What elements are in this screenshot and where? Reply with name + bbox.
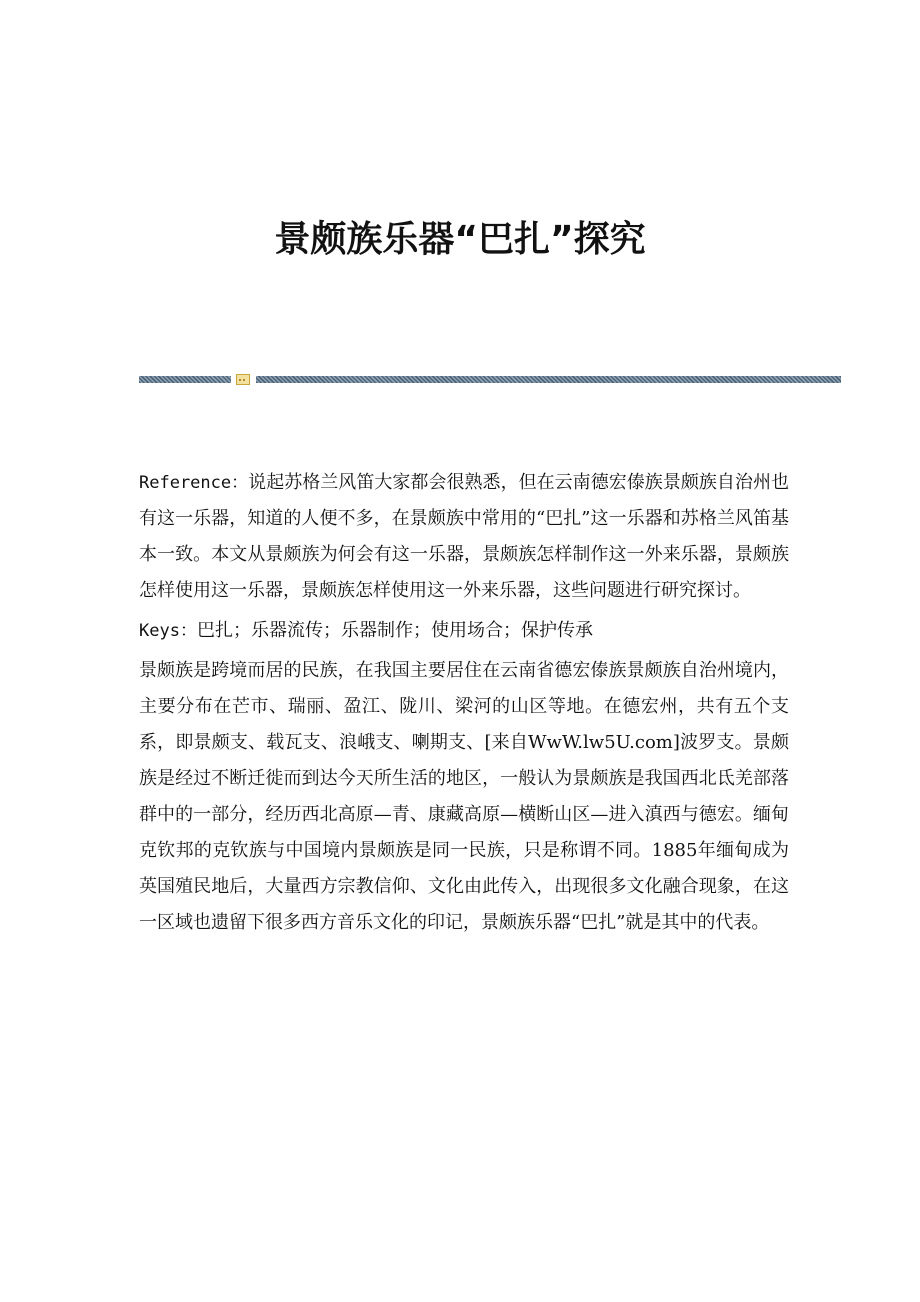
divider-bar-right <box>256 376 841 383</box>
document-body <box>139 465 789 945</box>
title-divider <box>139 374 841 386</box>
keys-label: Keys： <box>139 621 197 641</box>
ornament-icon <box>236 374 250 385</box>
reference-text: 说起苏格兰风笛大家都会很熟悉，但在云南德宏傣族景颇族自治州也有这一乐器，知道的人便不多，在景颇族中常用的“巴扎”这一乐器和苏格兰风笛基本一致。本文从景颇族为何会有这一乐器，景颇族怎样制作这一外来乐器，景颇族怎样使用这一乐器，景颇族怎样使用这一外来乐器，这些问题进行研究探讨。 <box>139 472 789 601</box>
keys-paragraph <box>139 613 789 649</box>
reference-label: Reference： <box>139 473 249 493</box>
page-title: 景颇族乐器“巴扎”探究 <box>274 219 646 260</box>
keys-text: 巴扎；乐器流传；乐器制作；使用场合；保护传承 <box>196 620 593 641</box>
reference-paragraph <box>139 465 789 609</box>
body-paragraph: 景颇族是跨境而居的民族，在我国主要居住在云南省德宏傣族景颇族自治州境内，主要分布在芒市、瑞丽、盈江、陇川、梁河的山区等地。在德宏州，共有五个支系，即景颇支、载瓦支、浪峨支、喇期支、[来自WwW.lw5U.com]波罗支。景颇族是经过不断迁徙而到达今天所生活的地区，一般认为景颇族是我国西北氐羌部落群中的一部分，经历西北高原—青、康藏高原—横断山区—进入滇西与德宏。缅甸克钦邦的克钦族与中国境内景颇族是同一民族，只是称谓不同。1885年缅甸成为英国殖民地后，大量西方宗教信仰、文化由此传入，出现很多文化融合现象，在这一区域也遗留下很多西方音乐文化的印记，景颇族乐器“巴扎”就是其中的代表。 <box>139 660 789 933</box>
divider-bar-left <box>139 376 231 383</box>
